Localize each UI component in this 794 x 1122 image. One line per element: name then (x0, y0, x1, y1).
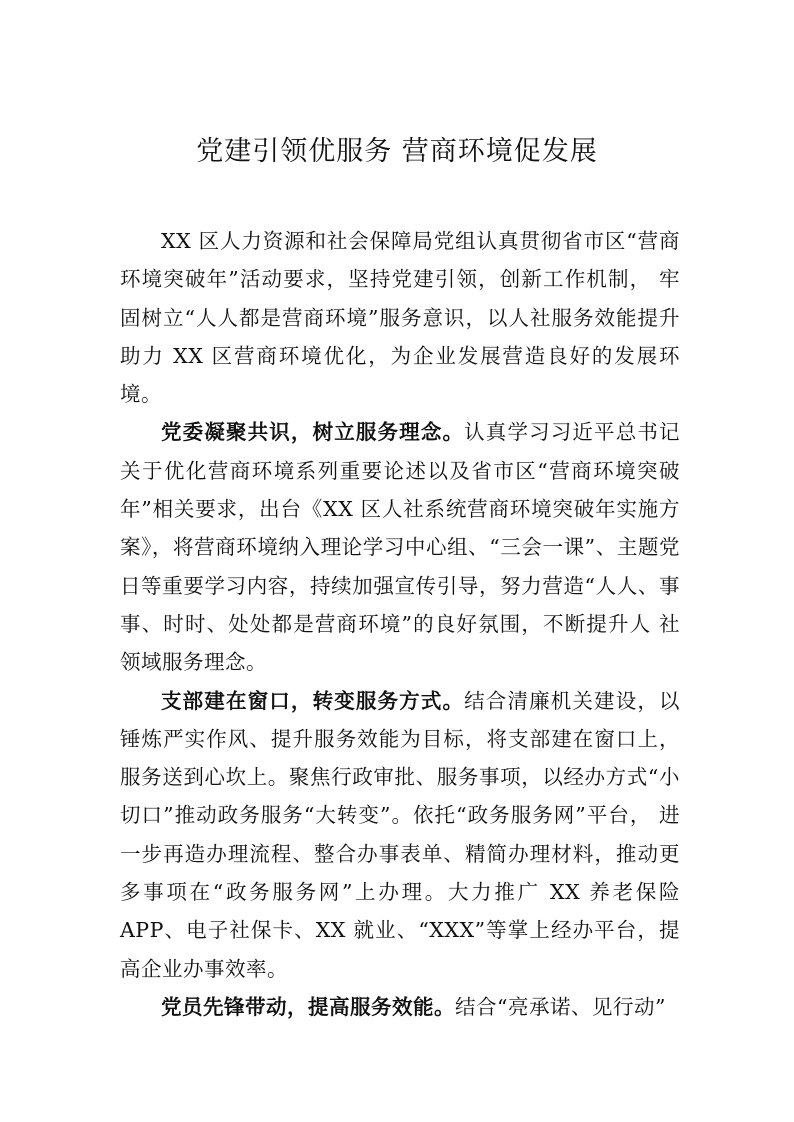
paragraph-text: 结合“亮承诺、见行动” (455, 994, 666, 1019)
paragraph-heading: 党委凝聚共识，树立服务理念。 (161, 420, 465, 445)
paragraph-heading: 支部建在窗口，转变服务方式。 (161, 688, 465, 713)
paragraph-party-members (120, 988, 680, 1026)
paragraph-party-committee (120, 413, 680, 681)
paragraph-text: 认真学习习近平总书记关于优化营商环境系列重要论述以及省市区“营商环境突破年”相关要求，出台《XX 区人社系统营商环境突破年实施方案》，将营商环境纳入理论学习中心组、“三会一课”、主题党日等重要学习内容，持续加强宣传引导，努力营造“人人、事事、时时、处处都是营商环境”的良好氛围，不断提升人 社领域服务理念。 (120, 420, 681, 675)
document-title: 党建引领优服务 营商环境促发展 (196, 136, 598, 167)
paragraph-heading: 党员先锋带动，提高服务效能。 (161, 994, 455, 1019)
document-body (120, 222, 680, 1026)
paragraph-intro (120, 222, 680, 413)
paragraph-branch-window (120, 682, 680, 988)
paragraph-text: XX 区人力资源和社会保障局党组认真贯彻省市区“营商环境突破年”活动要求，坚持党建引领，创新工作机制， 牢固树立“人人都是营商环境”服务意识，以人社服务效能提升助力 XX 区营商环境优化，为企业发展营造良好的发展环境。 (120, 229, 680, 407)
paragraph-text: 结合清廉机关建设，以锤炼严实作风、提升服务效能为目标，将支部建在窗口上， 服务送到心坎上。聚焦行政审批、服务事项，以经办方式“小切口”推动政务服务“大转变”。依托“政务服务网”平台， 进一步再造办理流程、整合办事表单、精简办理材料，推动更多事项在“政务服务网”上办理。大力推广 XX 养老保险APP、电子社保卡、XX 就业、“XXX”等掌上经办平台，提高企业办事效率。 (120, 688, 681, 981)
